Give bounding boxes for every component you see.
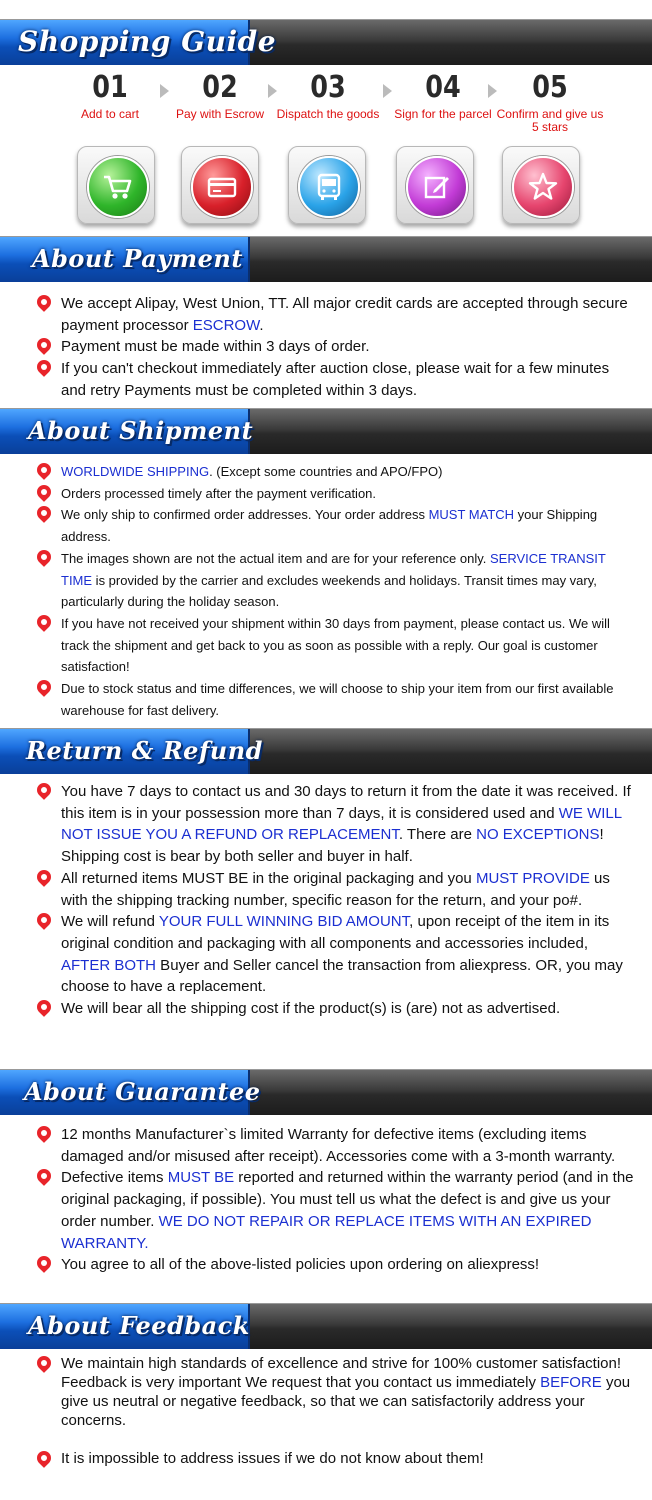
about-feedback-banner [0, 1303, 652, 1349]
item-text: Orders processed timely after the payment verification. [61, 485, 377, 501]
returns-list [36, 781, 636, 1020]
highlighted-text: MUST PROVIDE [475, 869, 590, 887]
step-label: Sign for the parcel [394, 107, 492, 121]
about-payment-banner [0, 236, 652, 282]
item-text: us with the shipping tracking number, specific reason for the return, and your po#. [61, 869, 610, 909]
item-text: your Shipping address. [61, 507, 598, 545]
item-text: Due to stock status and time differences, we will choose to ship your item from our first available warehouse for fast delivery. [61, 681, 614, 718]
shopping-guide-title: Shopping Guide [18, 25, 277, 58]
step-number: 05 [532, 70, 568, 105]
location-pin-icon [34, 1123, 54, 1143]
list-item [36, 1354, 636, 1430]
guarantee-list [36, 1124, 636, 1276]
cart-tile [77, 146, 155, 224]
step-2 [165, 70, 275, 121]
location-pin-icon [34, 357, 54, 377]
item-text: Defective items [61, 1169, 168, 1187]
item-text: The images shown are not the actual item and are for your reference only. [61, 550, 490, 566]
about-guarantee-title: About Guarantee [24, 1077, 261, 1106]
location-pin-icon [34, 867, 54, 887]
about-payment-title: About Payment [32, 244, 243, 273]
location-pin-icon [34, 292, 54, 312]
step-number: 02 [202, 70, 238, 105]
list-item [36, 911, 636, 998]
list-item [36, 678, 636, 721]
shopping-steps [0, 70, 652, 230]
list-item [36, 1449, 636, 1468]
highlighted-text: NO EXCEPTIONS [476, 826, 600, 844]
item-text: All returned items MUST BE in the original packaging and you [61, 869, 476, 887]
location-pin-icon [34, 547, 54, 567]
item-text: You have 7 days to contact us and 30 days to return it from the date it was received. If this item is in your possession more than 7 days, it is considered used and [61, 783, 631, 822]
list-item [36, 868, 636, 911]
item-text: reported and returned within the warranty period (and in the original packaging, if possible). You must tell us what the defect is and give us your order number. [61, 1169, 634, 1230]
step-5 [495, 70, 605, 134]
highlighted-text: MUST MATCH [428, 507, 515, 523]
list-item [36, 613, 636, 678]
list-item [36, 781, 636, 868]
list-item [36, 483, 636, 505]
list-item [36, 1254, 636, 1276]
item-text: It is impossible to address issues if we do not know about them! [61, 1450, 484, 1467]
step-4 [388, 70, 498, 121]
edit-tile [396, 146, 474, 224]
bus-tile [288, 146, 366, 224]
about-feedback-title: About Feedback [28, 1311, 250, 1340]
item-text: We accept Alipay, West Union, TT. All major credit cards are accepted through secure payment processor [61, 295, 628, 334]
item-text: We will refund [61, 913, 159, 931]
location-pin-icon [34, 336, 54, 356]
highlighted-text: AFTER BOTH [61, 956, 157, 974]
location-pin-icon [34, 1353, 54, 1373]
item-text: . There are [398, 826, 477, 844]
location-pin-icon [34, 1448, 54, 1468]
credit-card-icon [191, 156, 253, 218]
step-number: 01 [92, 70, 128, 105]
highlighted-text: WE WILL NOT ISSUE YOU A REFUND OR REPLACEMENT [61, 804, 622, 844]
item-text: We maintain high standards of excellence and strive for 100% customer satisfaction! Feedback is very important We request that you contact us immediately [61, 1355, 622, 1391]
list-item [36, 998, 636, 1020]
item-text: We will bear all the shipping cost if the product(s) is (are) not as advertised. [61, 1000, 561, 1018]
item-text: We only ship to confirmed order addresses. Your order address [61, 507, 429, 523]
item-text: You agree to all of the above-listed policies upon ordering on aliexpress! [61, 1256, 540, 1274]
bus-icon [298, 156, 360, 218]
return-refund-banner [0, 728, 652, 774]
highlighted-text: SERVICE TRANSIT TIME [61, 550, 606, 588]
item-text: If you have not received your shipment within 30 days from payment, please contact us. We will track the shipment and get back to you as soon as possible with a reply. Our goal is customer satisfaction! [61, 615, 610, 675]
location-pin-icon [34, 482, 54, 502]
highlighted-text: YOUR FULL WINNING BID AMOUNT [158, 913, 410, 931]
step-1 [55, 70, 165, 121]
shipment-list [36, 461, 636, 721]
edit-icon [406, 156, 468, 218]
return-refund-title: Return & Refund [26, 736, 263, 765]
list-item [36, 548, 636, 613]
location-pin-icon [34, 612, 54, 632]
item-text: you give us neutral or negative feedback, so that we can satisfactorily address your concerns. [61, 1374, 631, 1429]
location-pin-icon [34, 677, 54, 697]
step-number: 03 [310, 70, 346, 105]
location-pin-icon [34, 910, 54, 930]
item-text: ! Shipping cost is bear by both seller and buyer in half. [61, 826, 604, 866]
feedback-list [36, 1354, 636, 1468]
highlighted-text: WE DO NOT REPAIR OR REPLACE ITEMS WITH AN EXPIRED WARRANTY. [61, 1212, 592, 1252]
item-text: 12 months Manufacturer`s limited Warranty for defective items (excluding items damaged and/or misused after receipt). Accessories come with a 3-month warranty. [61, 1126, 616, 1165]
step-number: 04 [425, 70, 461, 105]
location-pin-icon [34, 504, 54, 524]
list-item [36, 1124, 636, 1167]
location-pin-icon [34, 997, 54, 1017]
highlighted-text: WORLDWIDE SHIPPING [61, 464, 210, 479]
item-text: . (Except some countries and APO/FPO) [209, 464, 443, 479]
step-label: Pay with Escrow [175, 107, 265, 121]
star-tile [502, 146, 580, 224]
step-3 [273, 70, 383, 121]
location-pin-icon [34, 460, 54, 480]
item-text: If you can't checkout immediately after auction close, please wait for a few minutes and retry Payments must be completed within 3 days. [61, 360, 610, 399]
highlighted-text: MUST BE [167, 1169, 235, 1187]
list-item [36, 293, 636, 336]
highlighted-text: BEFORE [540, 1374, 602, 1391]
location-pin-icon [34, 1167, 54, 1187]
step-label: Add to cart [80, 107, 140, 121]
list-item [36, 504, 636, 547]
list-item [36, 461, 636, 483]
about-shipment-banner [0, 408, 652, 454]
highlighted-text: ESCROW [192, 316, 260, 334]
payment-list [36, 293, 636, 402]
step-label: Confirm and give us 5 stars [496, 107, 604, 134]
location-pin-icon [34, 780, 54, 800]
shopping-guide-banner [0, 19, 652, 65]
list-item [36, 1167, 636, 1254]
step-label: Dispatch the goods [276, 107, 380, 121]
list-item [36, 336, 636, 358]
item-text: Buyer and Seller cancel the transaction from aliexpress. OR, you may choose to have a replacement. [61, 956, 623, 996]
item-text: Payment must be made within 3 days of order. [61, 338, 370, 356]
location-pin-icon [34, 1253, 54, 1273]
about-shipment-title: About Shipment [28, 416, 254, 445]
about-guarantee-banner [0, 1069, 652, 1115]
star-icon [512, 156, 574, 218]
credit-card-tile [181, 146, 259, 224]
list-item [36, 358, 636, 401]
item-text: , upon receipt of the item in its original condition and packaging with all components and accessories included, [61, 913, 610, 952]
item-text: is provided by the carrier and excludes weekends and holidays. Transit times may vary, particularly during the holiday season. [61, 572, 597, 610]
item-text: . [259, 316, 264, 334]
cart-icon [87, 156, 149, 218]
